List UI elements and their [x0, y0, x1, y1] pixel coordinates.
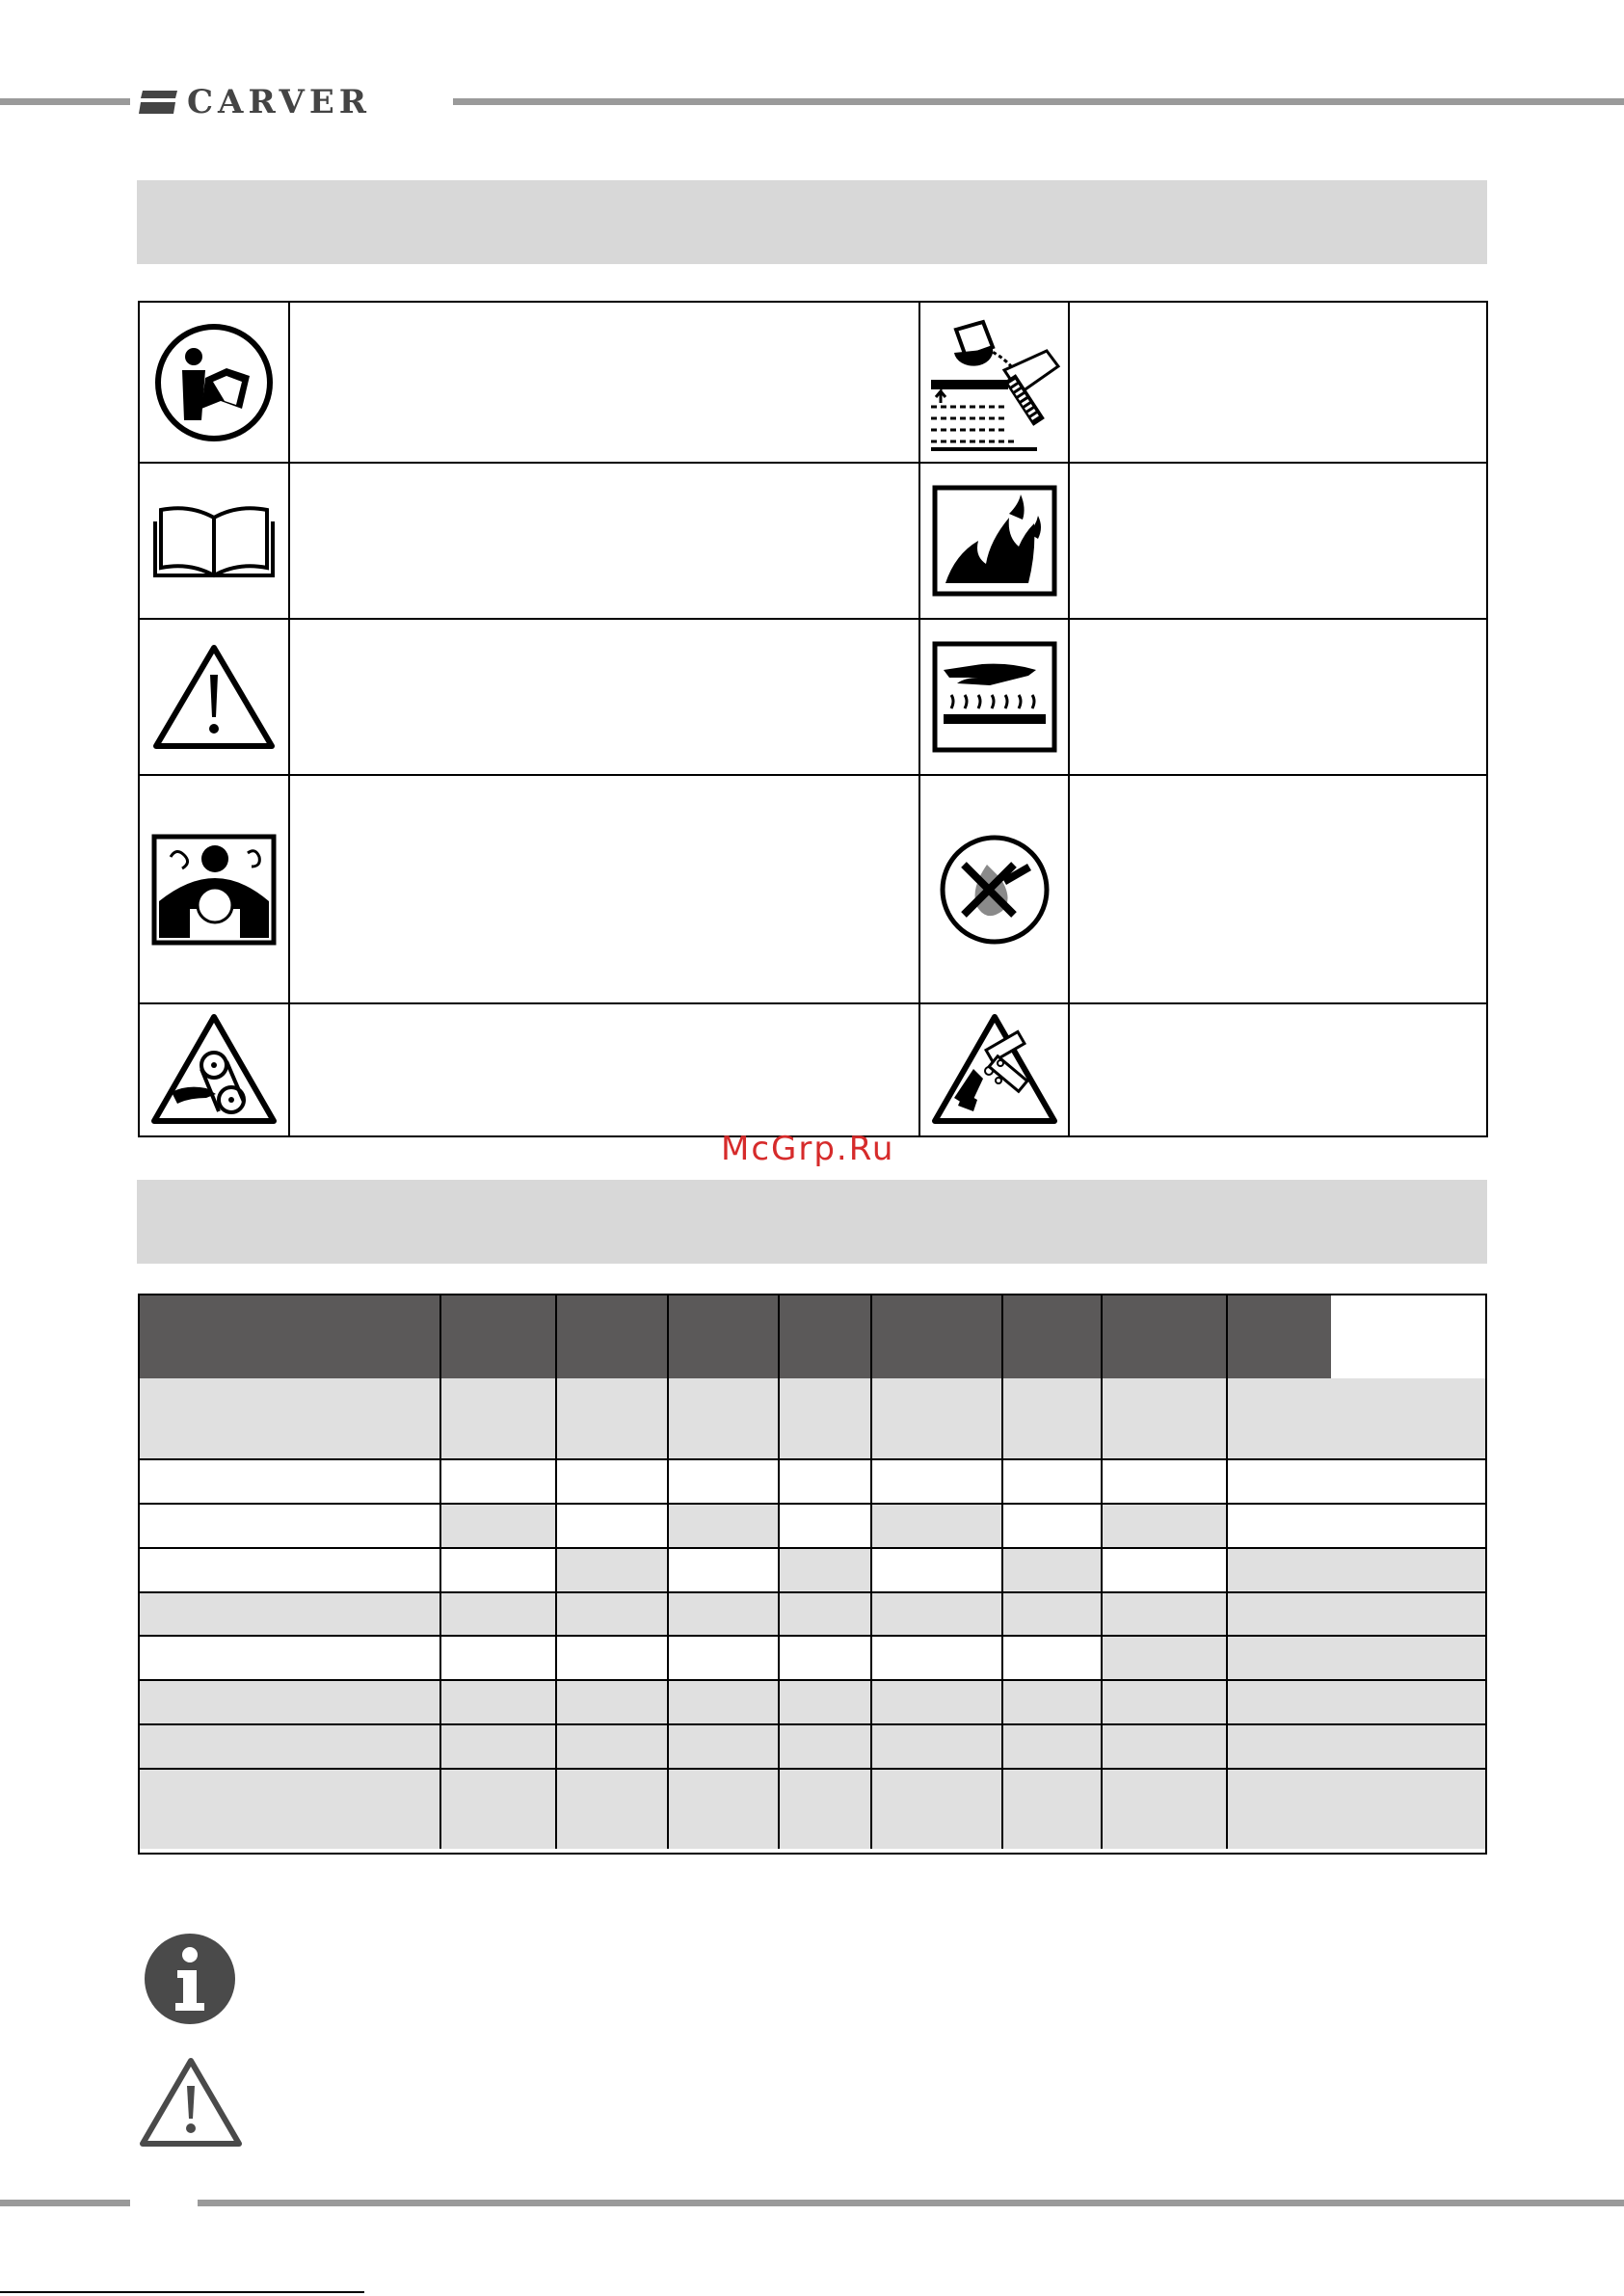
symbol-description-cell [290, 464, 920, 620]
symbol-description-cell [290, 1004, 920, 1135]
table-header-cell [780, 1295, 872, 1378]
symbol-description-cell [290, 303, 920, 464]
table-cell [1003, 1681, 1103, 1725]
table-header-cell [441, 1295, 557, 1378]
table-cell [441, 1593, 557, 1637]
table-cell [1003, 1549, 1103, 1593]
symbol-description-cell [290, 620, 920, 776]
table-header-cell [1103, 1295, 1228, 1378]
table-cell [557, 1505, 669, 1549]
table-cell [780, 1681, 872, 1725]
table-cell [1103, 1549, 1228, 1593]
table-row-label-cell [140, 1593, 441, 1637]
table-cell [1003, 1725, 1103, 1770]
table-cell [780, 1770, 872, 1849]
table-row-label-cell [140, 1460, 441, 1505]
info-icon [143, 1932, 237, 2026]
table-cell [1228, 1549, 1485, 1593]
table-cell [1103, 1681, 1228, 1725]
symbol-description-cell [1070, 620, 1486, 776]
specifications-table [138, 1294, 1487, 1855]
symbol-icon-cell [920, 620, 1070, 776]
table-header-cell [1003, 1295, 1103, 1378]
table-header-cell [669, 1295, 780, 1378]
table-cell [441, 1681, 557, 1725]
section-title-bar-1 [137, 180, 1487, 264]
table-header-cell [140, 1295, 441, 1378]
table-cell [1228, 1505, 1485, 1549]
table-cell [1228, 1593, 1485, 1637]
flying-debris-icon [929, 1011, 1060, 1129]
table-cell [872, 1593, 1003, 1637]
table-header-cell [557, 1295, 669, 1378]
table-cell [557, 1770, 669, 1849]
symbol-icon-cell [140, 620, 290, 776]
table-cell [557, 1725, 669, 1770]
table-cell [872, 1770, 1003, 1849]
table-cell [441, 1549, 557, 1593]
entanglement-rollers-icon [148, 1011, 280, 1129]
table-cell [669, 1770, 780, 1849]
table-cell [669, 1681, 780, 1725]
table-row-label-cell [140, 1637, 441, 1681]
toxic-fumes-icon [151, 834, 277, 946]
table-row-label-cell [140, 1378, 441, 1460]
table-header-cell [872, 1295, 1003, 1378]
table-cell [780, 1725, 872, 1770]
table-cell [669, 1460, 780, 1505]
table-cell [669, 1549, 780, 1593]
table-cell [1228, 1460, 1485, 1505]
table-cell [872, 1549, 1003, 1593]
caution-triangle-icon [139, 2055, 243, 2149]
table-cell [669, 1505, 780, 1549]
symbol-icon-cell [140, 303, 290, 464]
table-cell [780, 1378, 872, 1460]
table-cell [669, 1637, 780, 1681]
flammable-fire-icon [932, 485, 1057, 597]
table-cell [441, 1460, 557, 1505]
symbol-description-cell [1070, 1004, 1486, 1135]
table-cell [557, 1378, 669, 1460]
table-row-label-cell [140, 1549, 441, 1593]
table-cell [441, 1378, 557, 1460]
symbol-description-cell [290, 776, 920, 1004]
symbol-icon-cell [140, 776, 290, 1004]
symbol-icon-cell [140, 464, 290, 620]
table-cell [1003, 1593, 1103, 1637]
table-cell [780, 1549, 872, 1593]
symbol-icon-cell [920, 303, 1070, 464]
table-cell [780, 1593, 872, 1637]
table-cell [1103, 1725, 1228, 1770]
symbol-description-cell [1070, 776, 1486, 1004]
footer-rule-right [198, 2200, 1624, 2206]
symbol-icon-cell [920, 1004, 1070, 1135]
brand-logo-mark-icon [137, 85, 183, 120]
table-cell [872, 1505, 1003, 1549]
watermark: McGrp.Ru [721, 1130, 895, 1168]
table-cell [1103, 1637, 1228, 1681]
table-cell [780, 1637, 872, 1681]
footer-rule-left [0, 2200, 130, 2206]
table-cell [872, 1725, 1003, 1770]
table-cell [1228, 1725, 1485, 1770]
table-cell [1103, 1378, 1228, 1460]
table-cell [557, 1549, 669, 1593]
fuel-spill-icon [927, 310, 1062, 455]
table-cell [1003, 1770, 1103, 1849]
table-row-label-cell [140, 1505, 441, 1549]
symbol-icon-cell [920, 464, 1070, 620]
table-cell [557, 1637, 669, 1681]
symbol-description-cell [1070, 303, 1486, 464]
table-cell [1103, 1593, 1228, 1637]
warning-triangle-icon [151, 642, 277, 752]
table-cell [441, 1725, 557, 1770]
table-cell [1103, 1505, 1228, 1549]
table-header-cell [1228, 1295, 1331, 1378]
open-book-icon [151, 502, 277, 579]
table-cell [669, 1378, 780, 1460]
table-cell [1003, 1460, 1103, 1505]
table-cell [557, 1681, 669, 1725]
table-cell [872, 1378, 1003, 1460]
symbol-description-cell [1070, 464, 1486, 620]
table-cell [1003, 1378, 1103, 1460]
table-cell [669, 1725, 780, 1770]
table-cell [557, 1460, 669, 1505]
symbol-icon-cell [920, 776, 1070, 1004]
table-cell [780, 1505, 872, 1549]
table-cell [1103, 1460, 1228, 1505]
table-cell [441, 1505, 557, 1549]
brand-logo [137, 85, 441, 120]
table-cell [1003, 1637, 1103, 1681]
table-cell [1103, 1770, 1228, 1849]
table-cell [872, 1460, 1003, 1505]
table-cell [669, 1593, 780, 1637]
table-cell [1228, 1770, 1485, 1849]
section-title-bar-2 [137, 1180, 1487, 1264]
table-cell [780, 1460, 872, 1505]
table-cell [872, 1637, 1003, 1681]
footer-thin-line [0, 2291, 364, 2293]
hot-surface-icon [932, 641, 1057, 753]
brand-name: CARVER [187, 83, 372, 121]
table-cell [441, 1637, 557, 1681]
header-rule-left [0, 98, 130, 105]
table-row-label-cell [140, 1725, 441, 1770]
safety-symbols-table [138, 301, 1488, 1137]
read-manual-person-icon [153, 322, 275, 443]
header-rule-right [453, 98, 1624, 105]
table-cell [441, 1770, 557, 1849]
table-cell [872, 1681, 1003, 1725]
table-cell [1003, 1505, 1103, 1549]
table-cell [557, 1593, 669, 1637]
symbol-icon-cell [140, 1004, 290, 1135]
table-row-label-cell [140, 1770, 441, 1849]
no-smoking-fuel-icon [937, 832, 1052, 948]
table-cell [1228, 1378, 1485, 1460]
table-cell [1228, 1637, 1485, 1681]
table-cell [1228, 1681, 1485, 1725]
table-row-label-cell [140, 1681, 441, 1725]
